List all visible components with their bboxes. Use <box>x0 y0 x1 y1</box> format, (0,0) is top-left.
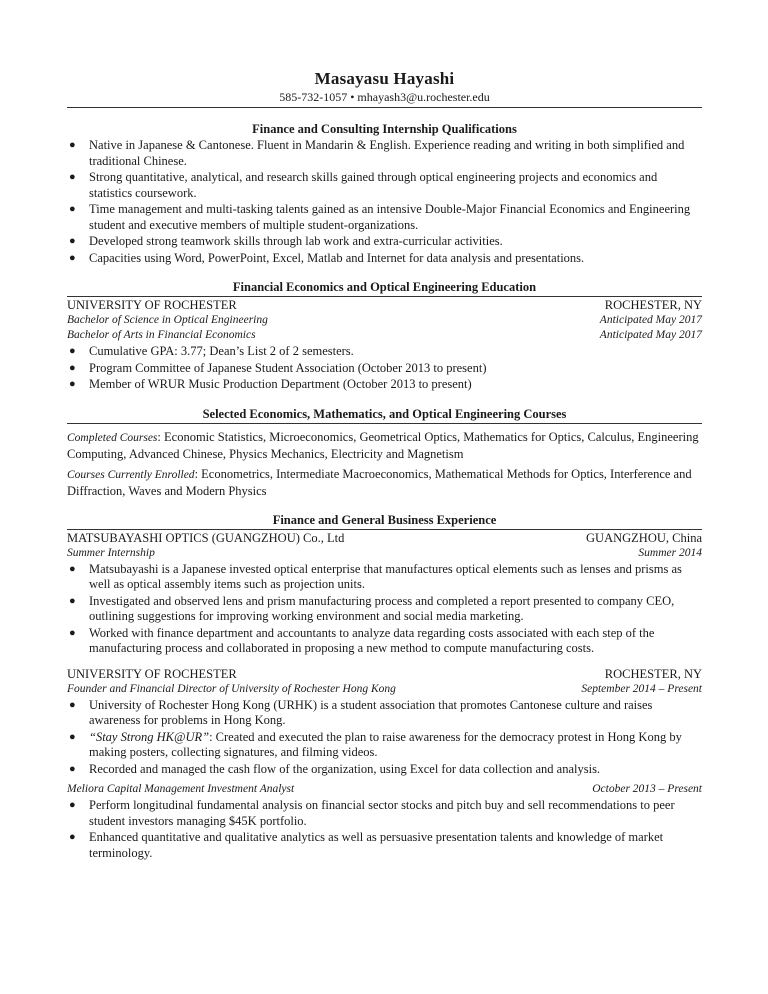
bullet-icon: ● <box>69 562 76 575</box>
education-list <box>67 344 702 393</box>
job-header-row <box>67 666 702 682</box>
list-item: ● University of Rochester Hong Kong (URHK) is a student association that promotes Cantonese culture and raises awareness for problems in Hong Kong. <box>69 697 653 727</box>
job-date: October 2013 – Present <box>592 783 702 795</box>
bullet-icon: ● <box>69 378 76 390</box>
bullet-icon: ● <box>69 235 76 247</box>
job-role: Summer Internship <box>67 546 155 559</box>
job-date: September 2014 – Present <box>581 682 702 695</box>
bullet-icon: ● <box>69 139 76 151</box>
education-title: Financial Economics and Optical Engineering Education <box>232 280 537 294</box>
candidate-name: Masayasu Hayashi <box>314 69 455 88</box>
job-role-row <box>67 682 702 697</box>
bullet-icon: ● <box>69 762 76 775</box>
bullet-icon: ● <box>69 626 76 639</box>
bullet-icon: ● <box>69 594 76 607</box>
list-item: ● Capacities using Word, PowerPoint, Excel, Matlab and Internet for data analysis and presentations. <box>69 250 585 265</box>
company-location: ROCHESTER, NY <box>604 666 702 681</box>
degree-date: Anticipated May 2017 <box>599 314 702 326</box>
qualifications-list <box>67 138 702 266</box>
job-date: Summer 2014 <box>638 546 702 559</box>
list-item: ● Perform longitudinal fundamental analysis on financial sector stocks and pitch buy and sell recommendations to peer student investors managing $45K portfolio. <box>69 798 675 828</box>
school-location: ROCHESTER, NY <box>604 298 702 312</box>
bullet-icon: ● <box>69 251 76 264</box>
list-item: ● Matsubayashi is a Japanese invested optical enterprise that manufactures optical elements such as lenses and prisms as well as optical assembly items such as projection units. <box>69 561 682 591</box>
bullet-icon: ● <box>69 799 76 811</box>
bullet-icon: ● <box>69 730 76 743</box>
header-divider <box>67 107 702 108</box>
list-item: ● Strong quantitative, analytical, and research skills gained through optical engineering projects and economics and statistics coursework. <box>69 170 658 200</box>
degree-name: Bachelor of Arts in Financial Economics <box>67 329 256 341</box>
job1-list <box>67 562 702 657</box>
job-role: Founder and Financial Director of University of Rochester Hong Kong <box>67 682 396 695</box>
experience-title: Finance and General Business Experience <box>272 512 497 527</box>
contact-line: 585-732-1057 • mhayash3@u.rochester.edu <box>279 90 490 104</box>
list-item: ● Enhanced quantitative and qualitative analytics as well as persuasive presentation talents and knowledge of market terminology. <box>69 830 664 860</box>
degree-name: Bachelor of Science in Optical Engineering <box>67 314 268 326</box>
company-name: MATSUBAYASHI OPTICS (GUANGZHOU) Co., Ltd <box>67 530 345 545</box>
list-item: ● Worked with finance department and accountants to analyze data regarding costs associated with each step of the manufacturing process and collaborated in proposing a new method to compute manufacturing costs. <box>69 625 655 655</box>
company-name: UNIVERSITY OF ROCHESTER <box>67 666 237 681</box>
job-role-row <box>67 782 702 797</box>
degree-row <box>67 313 702 328</box>
bullet-icon: ● <box>69 203 76 215</box>
degree-row <box>67 328 702 343</box>
bullet-icon: ● <box>69 361 76 374</box>
completed-courses: Completed Courses: Economic Statistics, Microeconomics, Geometrical Optics, Mathematics for Optics, Calculus, Engineering Computing, Advanced Chinese, Physics Mechanics, Electricity and Magnetism <box>67 429 699 461</box>
education-header-row <box>67 297 702 313</box>
list-item: ● Program Committee of Japanese Student Association (October 2013 to present) <box>69 360 487 375</box>
qualifications-title: Finance and Consulting Internship Qualifications <box>252 122 517 136</box>
job2-list <box>67 698 702 778</box>
bullet-icon: ● <box>69 345 76 357</box>
list-item: ● “Stay Strong HK@UR”: Created and executed the plan to raise awareness for the democracy protest in Hong Kong by making posters, collecting signatures, and filming videos. <box>69 729 682 759</box>
job-header-row <box>67 530 702 546</box>
degree-date: Anticipated May 2017 <box>599 329 702 341</box>
enrolled-courses: Courses Currently Enrolled: Econometrics, Intermediate Macroeconomics, Mathematical Methods for Optics, Interference and Diffraction, Waves and Modern Physics <box>67 466 692 498</box>
bullet-icon: ● <box>69 831 76 843</box>
job3-list <box>67 798 702 861</box>
list-item: ● Developed strong teamwork skills through lab work and extra-curricular activities. <box>69 234 503 248</box>
list-item: ● Time management and multi-tasking talents gained as an intensive Double-Major Financial Economics and Engineering student and executive members of multiple student-organizations. <box>69 202 691 232</box>
school-name: UNIVERSITY OF ROCHESTER <box>67 298 237 312</box>
list-item: ● Investigated and observed lens and prism manufacturing process and completed a report presented to company CEO, outlining suggestions for improving working environment and social media marketing. <box>69 593 675 623</box>
bullet-icon: ● <box>69 698 76 711</box>
job-role: Meliora Capital Management Investment Analyst <box>67 783 295 795</box>
list-item: ● Cumulative GPA: 3.77; Dean’s List 2 of 2 semesters. <box>69 344 354 358</box>
bullet-icon: ● <box>69 171 76 183</box>
list-item: ● Recorded and managed the cash flow of the organization, using Excel for data collection and analysis. <box>69 761 601 776</box>
job-role-row <box>67 546 702 561</box>
section-divider <box>67 423 702 424</box>
company-location: GUANGZHOU, China <box>586 530 702 545</box>
courses-title: Selected Economics, Mathematics, and Optical Engineering Courses <box>202 406 567 421</box>
list-item: ● Member of WRUR Music Production Department (October 2013 to present) <box>69 377 472 391</box>
resume-page <box>67 0 702 862</box>
list-item: ● Native in Japanese & Cantonese. Fluent in Mandarin & English. Experience reading and writing in both simplified and traditional Chinese. <box>69 138 685 168</box>
